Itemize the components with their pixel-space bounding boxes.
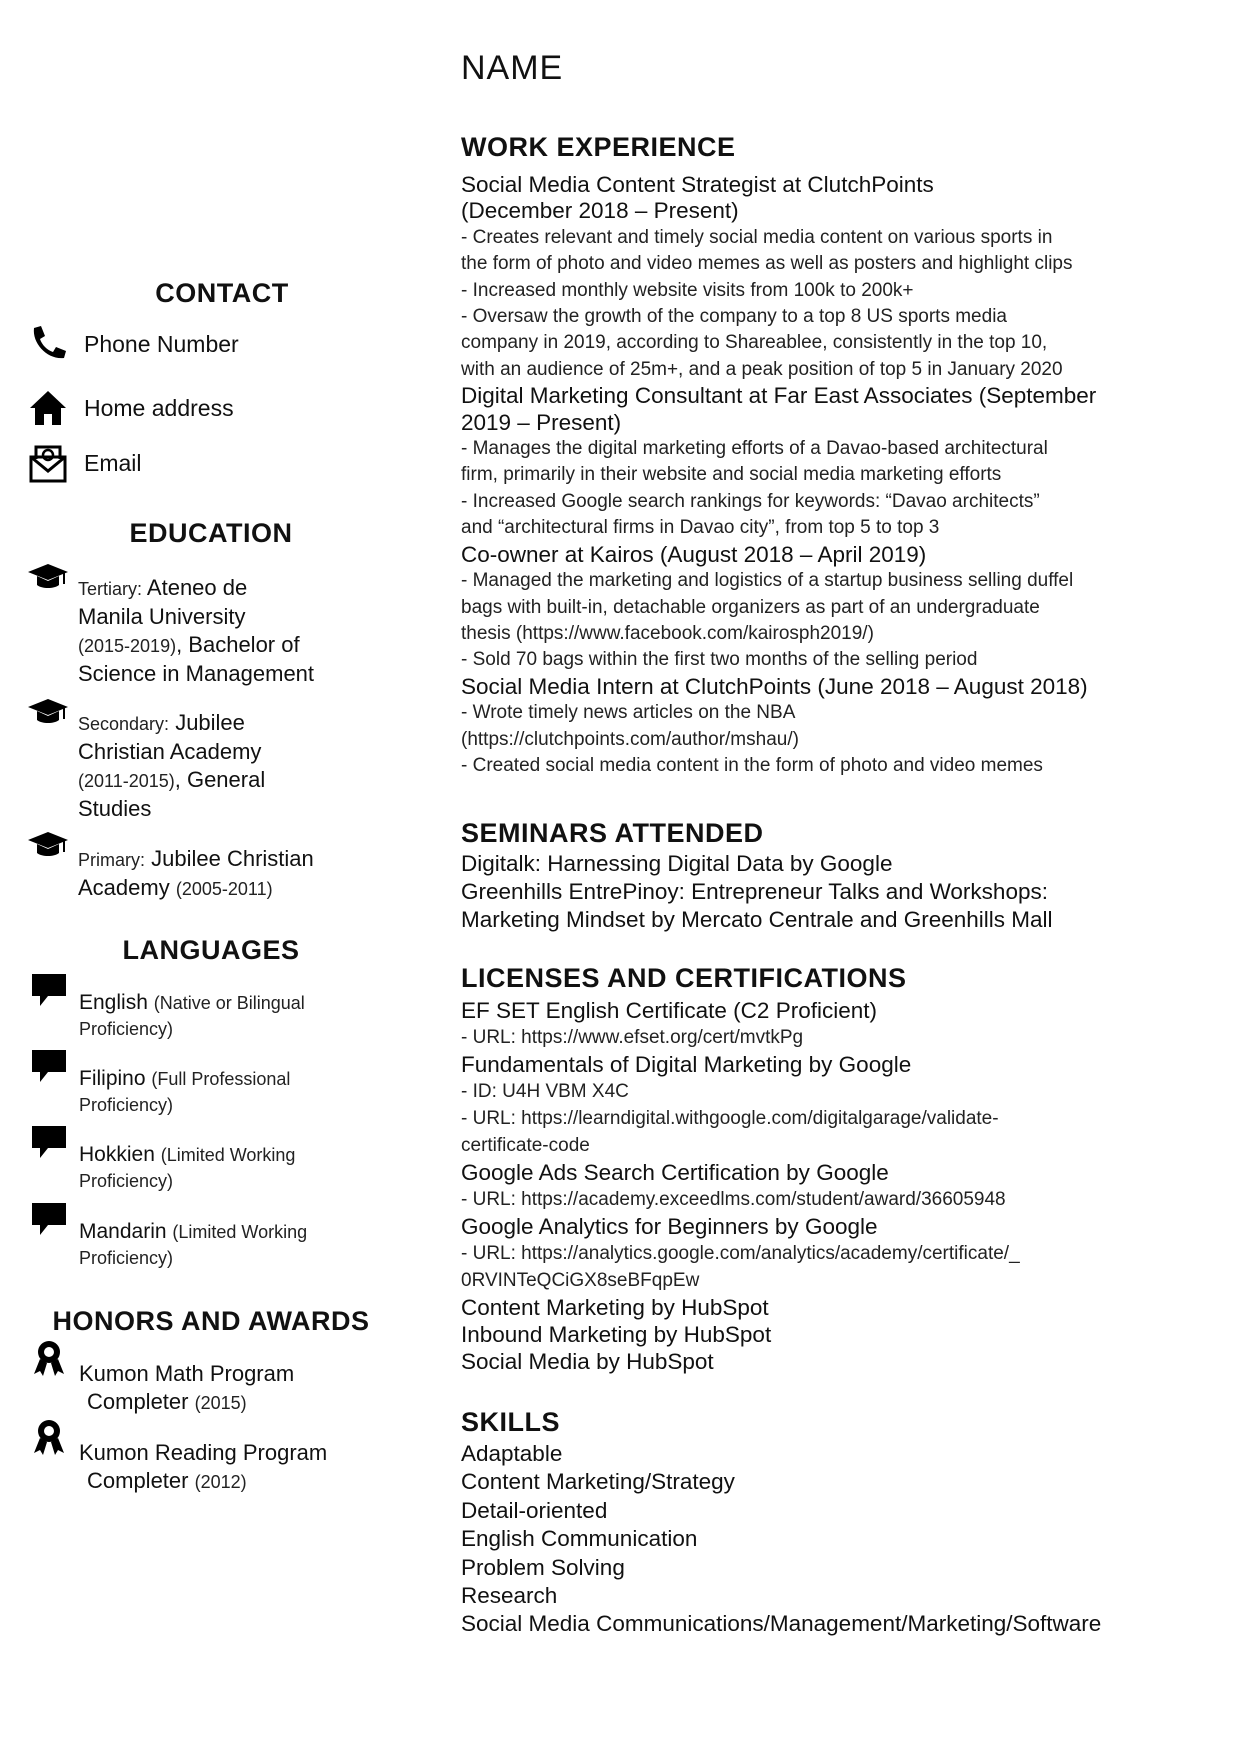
entry-title: Co-owner at Kairos (August 2018 – April 2019) xyxy=(461,541,927,567)
licenses-list xyxy=(461,997,1020,1375)
language-hokkien: Hokkien (Limited Working Proficiency) xyxy=(79,1143,296,1191)
entry-title: Content Marketing by HubSpot xyxy=(461,1295,769,1320)
licenses-heading: LICENSES AND CERTIFICATIONS xyxy=(461,963,907,993)
entry-detail: - URL: https://analytics.google.com/analytics/academy/certificate/_ xyxy=(461,1243,1020,1264)
entry-detail: - Creates relevant and timely social media content on various sports in xyxy=(461,226,1053,248)
entry-title: Digital Marketing Consultant at Far East Associates (September xyxy=(461,383,1097,409)
seminar-item: Greenhills EntrePinoy: Entrepreneur Talks and Workshops: xyxy=(461,879,1048,904)
honors-heading: HONORS AND AWARDS xyxy=(52,1306,370,1336)
award-ribbon-icon xyxy=(29,1417,69,1457)
skill-item: English Communication xyxy=(461,1526,698,1552)
entry-title: Inbound Marketing by HubSpot xyxy=(461,1322,772,1347)
work-experience-list xyxy=(461,172,1096,779)
entry-detail: - Manages the digital marketing efforts of a Davao-based architectural xyxy=(461,438,1048,460)
graduation-cap-icon xyxy=(28,693,68,733)
seminar-item: Digitalk: Harnessing Digital Data by Google xyxy=(461,851,893,876)
entry-title: Google Ads Search Certification by Google xyxy=(461,1160,889,1185)
entry-detail: - URL: https://learndigital.withgoogle.com/digitalgarage/validate- xyxy=(461,1108,999,1129)
contact-address: Home address xyxy=(84,395,234,421)
honor-kumon-reading: Kumon Reading Program Completer (2012) xyxy=(79,1440,328,1493)
skills-list xyxy=(461,1440,1101,1639)
home-icon xyxy=(28,388,68,428)
entry-title: Fundamentals of Digital Marketing by Google xyxy=(461,1052,912,1077)
entry-detail: firm, primarily in their website and social media marketing efforts xyxy=(461,464,1002,486)
skill-item: Problem Solving xyxy=(461,1554,625,1580)
entry-title: Social Media by HubSpot xyxy=(461,1349,714,1374)
entry-detail: bags with built-in, detachable organizers as part of an undergraduate xyxy=(461,596,1040,618)
entry-detail: company in 2019, according to Shareablee, consistently in the top 10, xyxy=(461,332,1048,354)
seminars-heading: SEMINARS ATTENDED xyxy=(461,818,764,848)
language-english: English (Native or Bilingual Proficiency) xyxy=(79,991,305,1039)
work-experience-heading: WORK EXPERIENCE xyxy=(461,132,736,162)
entry-detail: - Wrote timely news articles on the NBA xyxy=(461,702,796,724)
education-heading: EDUCATION xyxy=(129,518,293,548)
entry-detail: - Created social media content in the form of photo and video memes xyxy=(461,754,1043,776)
languages-heading: LANGUAGES xyxy=(122,935,300,965)
language-filipino: Filipino (Full Professional Proficiency) xyxy=(79,1067,291,1115)
entry-detail: 0RVINTeQCiGX8seBFqpEw xyxy=(461,1270,700,1291)
speech-bubble-icon xyxy=(30,972,70,1012)
speech-bubble-icon xyxy=(30,1124,70,1164)
entry-detail: - Increased Google search rankings for keywords: “Davao architects” xyxy=(461,490,1040,512)
email-icon xyxy=(28,443,68,483)
resume-name: NAME xyxy=(461,49,564,87)
entry-detail: with an audience of 25m+, and a peak position of top 5 in January 2020 xyxy=(461,358,1063,380)
contact-email: Email xyxy=(84,450,142,476)
award-ribbon-icon xyxy=(29,1338,69,1378)
entry-detail: certificate-code xyxy=(461,1135,590,1156)
entry-detail: the form of photo and video memes as well as posters and highlight clips xyxy=(461,253,1073,275)
entry-title: (December 2018 – Present) xyxy=(461,198,739,224)
entry-detail: - URL: https://www.efset.org/cert/mvtkPg xyxy=(461,1027,804,1048)
entry-detail: - URL: https://academy.exceedlms.com/student/award/36605948 xyxy=(461,1189,1006,1210)
entry-title: EF SET English Certificate (C2 Proficient) xyxy=(461,998,877,1023)
skill-item: Detail-oriented xyxy=(461,1497,608,1523)
entry-detail: (https://clutchpoints.com/author/mshau/) xyxy=(461,728,799,750)
skill-item: Research xyxy=(461,1583,558,1609)
education-secondary: Secondary: Jubilee Christian Academy (2011-2015), General Studies xyxy=(78,710,266,821)
education-tertiary: Tertiary: Ateneo de Manila University (2015-2019), Bachelor of Science in Management xyxy=(78,575,315,686)
entry-detail: - Oversaw the growth of the company to a top 8 US sports media xyxy=(461,306,1007,328)
language-mandarin: Mandarin (Limited Working Proficiency) xyxy=(79,1220,308,1268)
skill-item: Adaptable xyxy=(461,1441,563,1466)
skills-heading: SKILLS xyxy=(461,1407,561,1437)
skill-item: Content Marketing/Strategy xyxy=(461,1469,735,1495)
entry-title: 2019 – Present) xyxy=(461,409,622,435)
entry-detail: - ID: U4H VBM X4C xyxy=(461,1081,629,1102)
honor-kumon-math: Kumon Math Program Completer (2015) xyxy=(79,1361,295,1414)
entry-detail: - Increased monthly website visits from 100k to 200k+ xyxy=(461,279,914,301)
seminars-list xyxy=(461,850,1053,934)
contact-phone: Phone Number xyxy=(84,331,239,357)
entry-title: Google Analytics for Beginners by Google xyxy=(461,1214,878,1239)
speech-bubble-icon xyxy=(30,1048,70,1088)
contact-heading: CONTACT xyxy=(155,278,289,308)
entry-detail: thesis (https://www.facebook.com/kairosph2019/) xyxy=(461,622,874,644)
graduation-cap-icon xyxy=(28,826,68,866)
education-primary: Primary: Jubilee Christian Academy (2005-2011) xyxy=(78,846,314,900)
entry-detail: - Managed the marketing and logistics of a startup business selling duffel xyxy=(461,570,1074,592)
entry-detail: and “architectural firms in Davao city”, from top 5 to top 3 xyxy=(461,517,940,539)
speech-bubble-icon xyxy=(30,1201,70,1241)
seminar-item: Marketing Mindset by Mercato Centrale and Greenhills Mall xyxy=(461,907,1053,932)
entry-detail: - Sold 70 bags within the first two months of the selling period xyxy=(461,649,978,671)
entry-title: Social Media Intern at ClutchPoints (June 2018 – August 2018) xyxy=(461,673,1088,699)
skill-item: Social Media Communications/Management/Marketing/Software xyxy=(461,1611,1102,1637)
phone-icon xyxy=(28,324,68,364)
graduation-cap-icon xyxy=(28,558,68,598)
entry-title: Social Media Content Strategist at ClutchPoints xyxy=(461,172,934,197)
